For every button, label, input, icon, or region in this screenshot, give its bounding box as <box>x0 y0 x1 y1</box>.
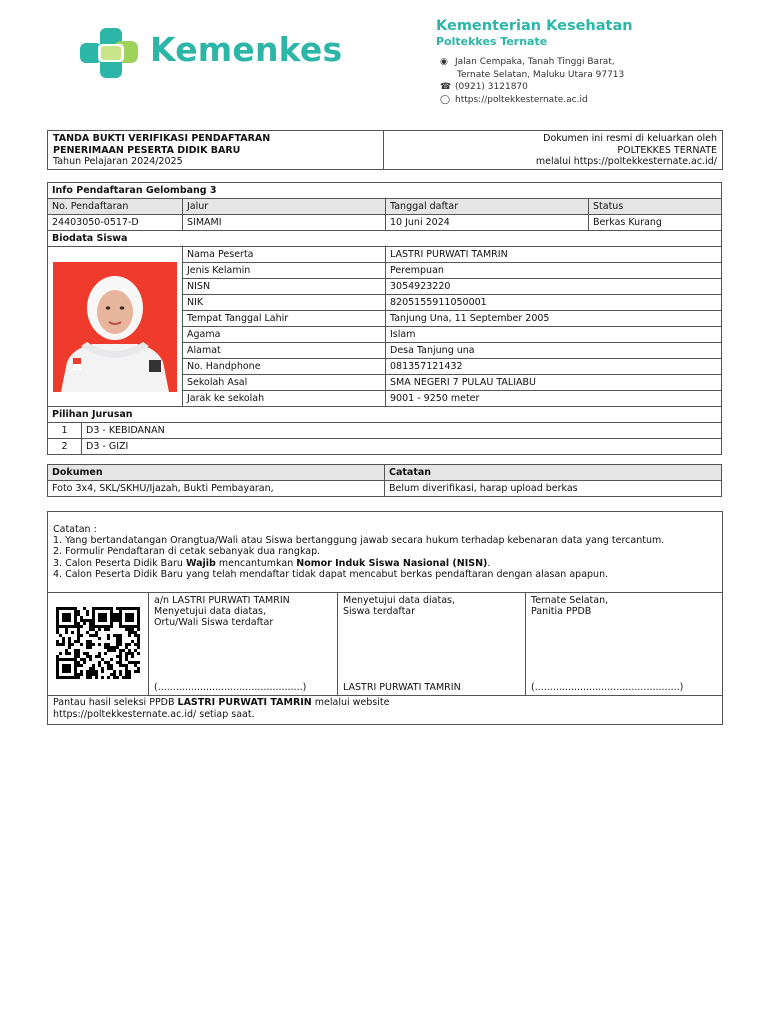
major-no: 1 <box>48 423 82 439</box>
notes-list <box>53 524 664 580</box>
qr-code-icon[interactable] <box>56 607 140 679</box>
value-phone: 081357121432 <box>386 359 722 375</box>
header-path: Jalur <box>183 199 386 215</box>
committee-signature <box>526 593 722 695</box>
phone-icon: ☎ <box>440 82 452 92</box>
major-row <box>48 439 722 455</box>
parent-role: Ortu/Wali Siswa terdaftar <box>154 617 274 629</box>
committee-role: Panitia PPDB <box>531 606 592 618</box>
value-nik: 8205155911050001 <box>386 295 722 311</box>
note-item-4: 4. Calon Peserta Didik Baru yang telah mendaftar tidak dapat mencabut berkas pendaftaran dengan alasan apapun. <box>53 568 609 580</box>
institution-name: Kementerian Kesehatan <box>436 18 633 34</box>
label-nik: NIK <box>183 295 386 311</box>
website-link[interactable]: https://poltekkesternate.ac.id <box>455 94 588 105</box>
student-photo <box>53 262 177 392</box>
major-row <box>48 423 722 439</box>
address-line2: Ternate Selatan, Maluku Utara 97713 <box>457 69 625 80</box>
address-line1: Jalan Cempaka, Tanah Tinggi Barat, <box>455 57 615 67</box>
header-registration-no: No. Pendaftaran <box>48 199 183 215</box>
student-role: Siswa terdaftar <box>343 606 416 618</box>
documents-note: Belum diverifikasi, harap upload berkas <box>385 481 722 497</box>
majors-section-title: Pilihan Jurusan <box>48 407 722 423</box>
notes-heading: Catatan : <box>53 524 97 535</box>
value-birth: Tanjung Una, 11 September 2005 <box>386 311 722 327</box>
student-sign-name: LASTRI PURWATI TAMRIN <box>343 681 461 693</box>
parent-approval: Menyetujui data diatas, <box>154 606 267 618</box>
notes-box <box>47 511 723 725</box>
biodata-section-title: Biodata Siswa <box>48 231 722 247</box>
value-religion: Islam <box>386 327 722 343</box>
note-item-1: 1. Yang bertandatangan Orangtua/Wali atau Siswa bertanggung jawab secara hukum terhadap kebenaran data yang tercantum. <box>53 535 665 547</box>
label-name: Nama Peserta <box>183 247 386 263</box>
student-signature <box>338 593 526 695</box>
qr-cell <box>48 593 149 695</box>
label-school: Sekolah Asal <box>183 375 386 391</box>
value-school: SMA NEGERI 7 PULAU TALIABU <box>386 375 722 391</box>
registration-section-title: Info Pendaftaran Gelombang 3 <box>48 183 722 199</box>
issuer-note-line2: POLTEKKES TERNATE <box>617 144 717 156</box>
title-box <box>47 130 723 170</box>
issuer-note-line1: Dokumen ini resmi di keluarkan oleh <box>543 133 717 144</box>
academic-year: Tahun Pelajaran 2024/2025 <box>53 156 183 167</box>
student-approval: Menyetujui data diatas, <box>343 595 456 606</box>
committee-place: Ternate Selatan, <box>531 595 609 606</box>
label-religion: Agama <box>183 327 386 343</box>
footer-note: Pantau hasil seleksi PPDB LASTRI PURWATI TAMRIN melalui website https://poltekkesternate.ac.id/ setiap saat. <box>53 697 390 720</box>
value-gender: Perempuan <box>386 263 722 279</box>
label-address: Alamat <box>183 343 386 359</box>
registration-table <box>47 182 722 455</box>
major-name: D3 - GIZI <box>82 439 722 455</box>
header-notes: Catatan <box>385 465 722 481</box>
registration-path: SIMAMI <box>183 215 386 231</box>
label-gender: Jenis Kelamin <box>183 263 386 279</box>
photo-cell <box>48 247 183 407</box>
logo-text: Kemenkes <box>150 30 343 69</box>
registration-status: Berkas Kurang <box>589 215 722 231</box>
major-name: D3 - KEBIDANAN <box>82 423 722 439</box>
note-item-3: 3. Calon Peserta Didik Baru Wajib mencantumkan Nomor Induk Siswa Nasional (NISN). <box>53 557 491 569</box>
campus-name: Poltekkes Ternate <box>436 35 548 48</box>
value-nisn: 3054923220 <box>386 279 722 295</box>
major-no: 2 <box>48 439 82 455</box>
doc-title-line2: PENERIMAAN PESERTA DIDIK BARU <box>53 144 241 156</box>
label-phone: No. Handphone <box>183 359 386 375</box>
note-item-2: 2. Formulir Pendaftaran di cetak sebanyak dua rangkap. <box>53 546 321 558</box>
registration-date: 10 Juni 2024 <box>386 215 589 231</box>
label-distance: Jarak ke sekolah <box>183 391 386 407</box>
parent-sign-line: (................................................) <box>154 681 307 693</box>
contact-block <box>440 56 624 106</box>
value-name: LASTRI PURWATI TAMRIN <box>386 247 722 263</box>
institution-block <box>436 18 633 48</box>
registration-no: 24403050-0517-D <box>48 215 183 231</box>
header-date: Tanggal daftar <box>386 199 589 215</box>
phone-number: (0921) 3121870 <box>455 82 528 92</box>
documents-list: Foto 3x4, SKL/SKHU/Ijazah, Bukti Pembayaran, <box>48 481 385 497</box>
header-status: Status <box>589 199 722 215</box>
committee-sign-line: (................................................) <box>531 681 684 693</box>
label-birth: Tempat Tanggal Lahir <box>183 311 386 327</box>
document-table <box>47 464 722 497</box>
issuer-note-line3: melalui https://poltekkesternate.ac.id/ <box>535 156 717 167</box>
value-address: Desa Tanjung una <box>386 343 722 359</box>
location-icon: ◉ <box>440 57 448 67</box>
kemenkes-logo-icon <box>80 26 144 82</box>
footer-student-name: LASTRI PURWATI TAMRIN <box>177 697 312 708</box>
footer-website[interactable]: https://poltekkesternate.ac.id/ setiap saat. <box>53 708 255 720</box>
header-documents: Dokumen <box>48 465 385 481</box>
value-distance: 9001 - 9250 meter <box>386 391 722 407</box>
doc-title-line1: TANDA BUKTI VERIFIKASI PENDAFTARAN <box>53 133 271 144</box>
label-nisn: NISN <box>183 279 386 295</box>
signature-section <box>48 592 722 696</box>
parent-name: a/n LASTRI PURWATI TAMRIN <box>154 595 290 606</box>
parent-signature <box>149 593 338 695</box>
globe-icon: ◯ <box>440 94 451 105</box>
